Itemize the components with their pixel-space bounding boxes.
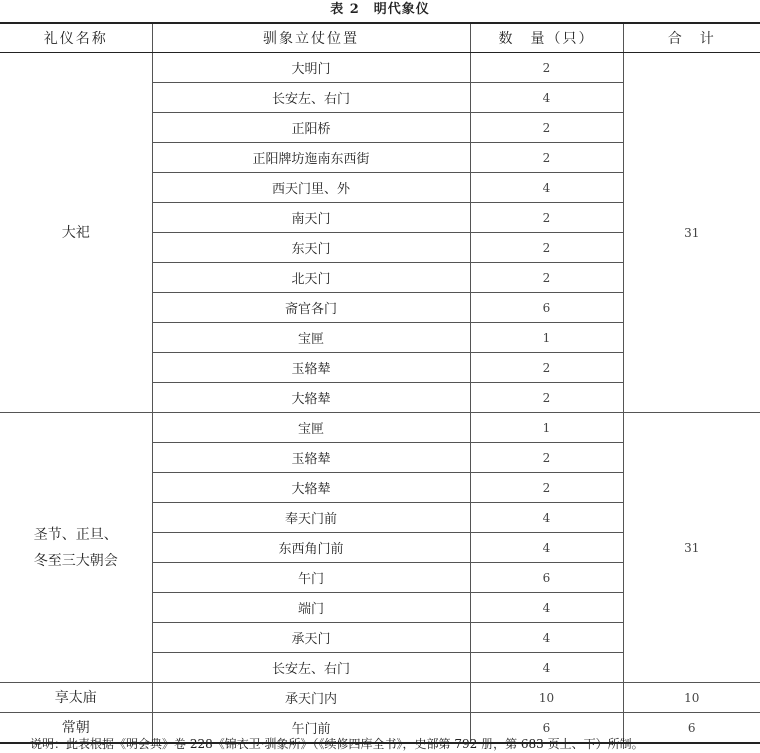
position-cell: 宝匣	[152, 413, 470, 443]
position-cell: 正阳牌坊迤南东西街	[152, 143, 470, 173]
count-cell: 6	[470, 293, 623, 323]
position-cell: 承天门内	[152, 683, 470, 713]
count-cell: 2	[470, 233, 623, 263]
position-cell: 长安左、右门	[152, 653, 470, 683]
table-caption: 表 2 明代象仪	[330, 2, 430, 17]
count-cell: 6	[470, 713, 623, 744]
table-row	[0, 53, 760, 83]
position-cell: 承天门	[152, 623, 470, 653]
position-cell: 大辂辇	[152, 473, 470, 503]
header-count: 数 量（只）	[470, 23, 623, 53]
total-cell: 31	[623, 53, 760, 413]
rite-name-line: 冬至三大朝会	[33, 552, 118, 569]
position-cell: 东西角门前	[152, 533, 470, 563]
position-cell: 玉辂辇	[152, 443, 470, 473]
position-cell: 东天门	[152, 233, 470, 263]
rite-name-cell	[0, 683, 152, 713]
rite-name-line: 享太庙	[54, 689, 97, 706]
count-cell: 1	[470, 413, 623, 443]
position-cell: 午门	[152, 563, 470, 593]
count-cell: 2	[470, 143, 623, 173]
table-header-row	[0, 23, 760, 53]
count-cell: 2	[470, 473, 623, 503]
table-row	[0, 683, 760, 713]
count-cell: 4	[470, 173, 623, 203]
count-cell: 4	[470, 503, 623, 533]
rite-name-cell	[0, 413, 152, 683]
count-cell: 6	[470, 563, 623, 593]
header-total: 合 计	[623, 23, 760, 53]
count-cell: 2	[470, 203, 623, 233]
position-cell: 玉辂辇	[152, 353, 470, 383]
count-cell: 1	[470, 323, 623, 353]
count-cell: 2	[470, 53, 623, 83]
position-cell: 端门	[152, 593, 470, 623]
position-cell: 西天门里、外	[152, 173, 470, 203]
count-cell: 4	[470, 623, 623, 653]
total-cell: 31	[623, 413, 760, 683]
position-cell: 大辂辇	[152, 383, 470, 413]
elephant-ceremony-table	[0, 22, 760, 744]
count-cell: 2	[470, 443, 623, 473]
position-cell: 长安左、右门	[152, 83, 470, 113]
count-cell: 2	[470, 353, 623, 383]
count-cell: 10	[470, 683, 623, 713]
table-body	[0, 53, 760, 744]
rite-name-line: 常朝	[61, 719, 90, 736]
table-note: 说明：此表根据《明会典》卷 228《锦衣卫·驯象所》（《续修四库全书》，史部第 792 册，第 683 页上、下）所制。	[30, 737, 644, 751]
rite-name-cell	[0, 53, 152, 413]
position-cell: 斋官各门	[152, 293, 470, 323]
position-cell: 午门前	[152, 713, 470, 744]
header-position: 驯象立仗位置	[152, 23, 470, 53]
count-cell: 2	[470, 113, 623, 143]
position-cell: 大明门	[152, 53, 470, 83]
position-cell: 北天门	[152, 263, 470, 293]
position-cell: 奉天门前	[152, 503, 470, 533]
total-cell: 6	[623, 713, 760, 744]
position-cell: 宝匣	[152, 323, 470, 353]
count-cell: 4	[470, 533, 623, 563]
position-cell: 南天门	[152, 203, 470, 233]
count-cell: 2	[470, 263, 623, 293]
count-cell: 2	[470, 383, 623, 413]
total-cell: 10	[623, 683, 760, 713]
count-cell: 4	[470, 593, 623, 623]
rite-name-line: 圣节、正旦、	[33, 526, 118, 543]
count-cell: 4	[470, 83, 623, 113]
table-row	[0, 413, 760, 443]
position-cell: 正阳桥	[152, 113, 470, 143]
header-rite-name: 礼仪名称	[0, 23, 152, 53]
rite-name-line: 大祀	[61, 224, 90, 241]
count-cell: 4	[470, 653, 623, 683]
